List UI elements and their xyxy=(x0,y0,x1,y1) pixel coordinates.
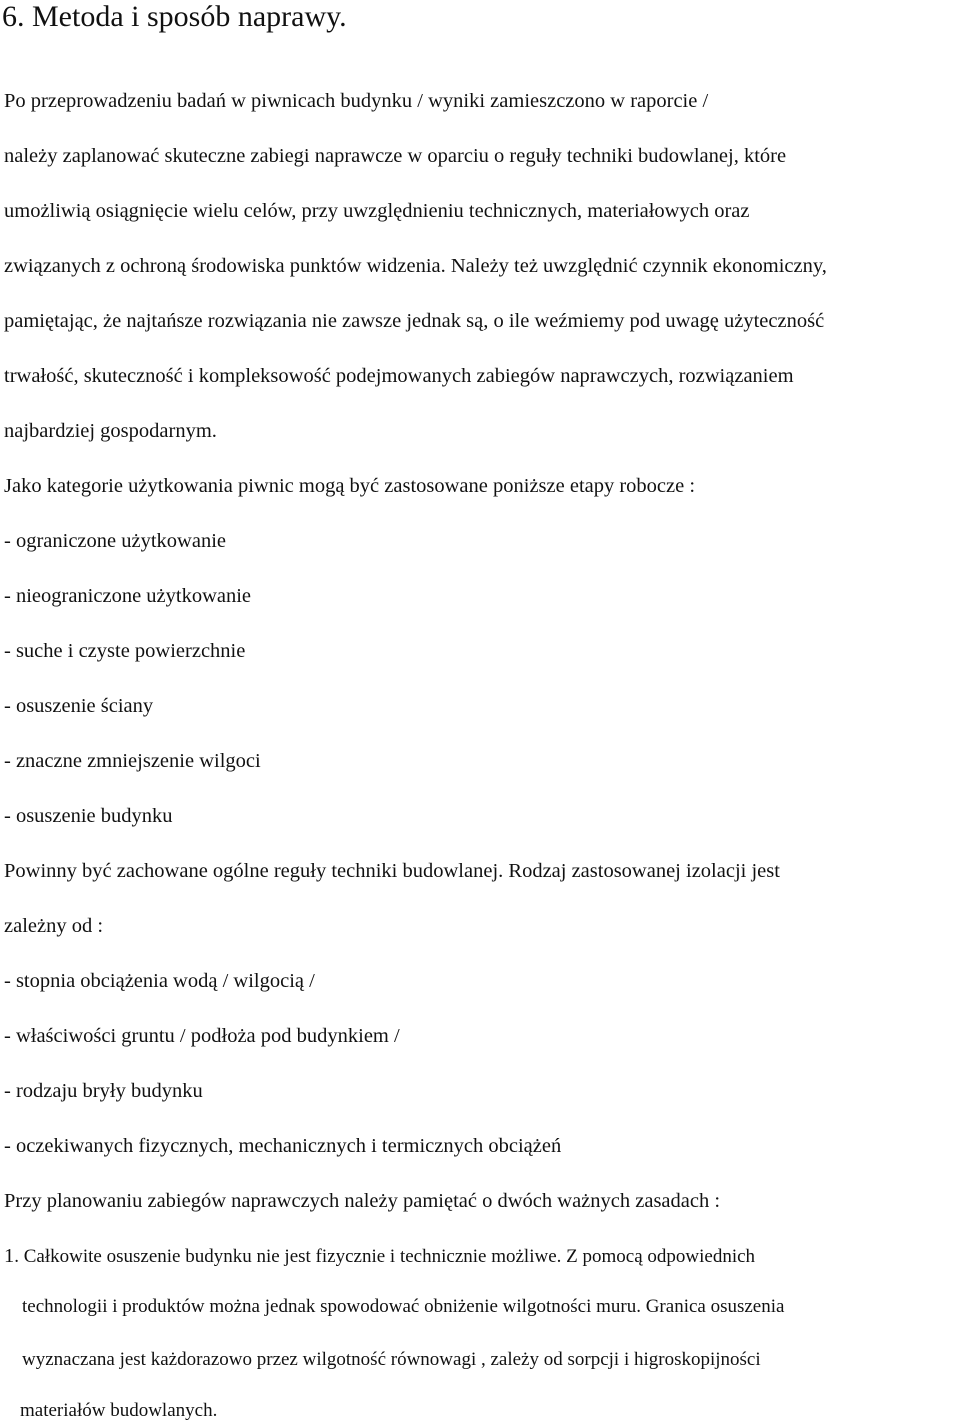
point-continuation-line: technologii i produktów można jednak spowodować obniżenie wilgotności muru. Granica osuszenia xyxy=(22,1296,785,1317)
list-item: - rodzaju bryły budynku xyxy=(4,1080,203,1102)
point-continuation-line: materiałów budowlanych. xyxy=(20,1400,218,1421)
list-item: - znaczne zmniejszenie wilgoci xyxy=(4,750,261,772)
list-intro: Przy planowaniu zabiegów naprawczych należy pamiętać o dwóch ważnych zasadach : xyxy=(4,1190,721,1212)
paragraph-line: pamiętając, że najtańsze rozwiązania nie zawsze jednak są, o ile weźmiemy pod uwagę użyteczność xyxy=(4,310,825,332)
list-item: - nieograniczone użytkowanie xyxy=(4,585,252,607)
paragraph-line: zależny od : xyxy=(4,915,104,937)
paragraph-line: najbardziej gospodarnym. xyxy=(4,420,217,442)
section-title: 6. Metoda i sposób naprawy. xyxy=(2,0,347,33)
list-item: - osuszenie ściany xyxy=(4,695,154,717)
list-item: - stopnia obciążenia wodą / wilgocią / xyxy=(4,970,315,992)
list-item: - suche i czyste powierzchnie xyxy=(4,640,246,662)
list-intro: Jako kategorie użytkowania piwnic mogą być zastosowane poniższe etapy robocze : xyxy=(4,475,696,497)
list-item: - ograniczone użytkowanie xyxy=(4,530,226,552)
paragraph-line: związanych z ochroną środowiska punktów widzenia. Należy też uwzględnić czynnik ekonomiczny, xyxy=(4,255,827,277)
point-number: 1 xyxy=(4,1245,15,1267)
point-continuation-line: wyznaczana jest każdorazowo przez wilgotność równowagi , zależy od sorpcji i higroskopijności xyxy=(22,1349,761,1370)
list-item: - osuszenie budynku xyxy=(4,805,173,827)
paragraph-line: umożliwią osiągnięcie wielu celów, przy uwzględnieniu technicznych, materiałowych oraz xyxy=(4,200,750,222)
paragraph-line: Po przeprowadzeniu badań w piwnicach budynku / wyniki zamieszczono w raporcie / xyxy=(4,90,709,112)
paragraph-line: Powinny być zachowane ogólne reguły techniki budowlanej. Rodzaj zastosowanej izolacji jest xyxy=(4,860,780,882)
list-item: - oczekiwanych fizycznych, mechanicznych i termicznych obciążeń xyxy=(4,1135,562,1157)
list-item: - właściwości gruntu / podłoża pod budynkiem / xyxy=(4,1025,400,1047)
numbered-point-first-line xyxy=(4,1244,755,1269)
point-text: . Całkowite osuszenie budynku nie jest fizycznie i technicznie możliwe. Z pomocą odpowiednich xyxy=(14,1246,756,1267)
paragraph-line: trwałość, skuteczność i kompleksowość podejmowanych zabiegów naprawczych, rozwiązaniem xyxy=(4,365,794,387)
paragraph-line: należy zaplanować skuteczne zabiegi naprawcze w oparciu o reguły techniki budowlanej, które xyxy=(4,145,787,167)
